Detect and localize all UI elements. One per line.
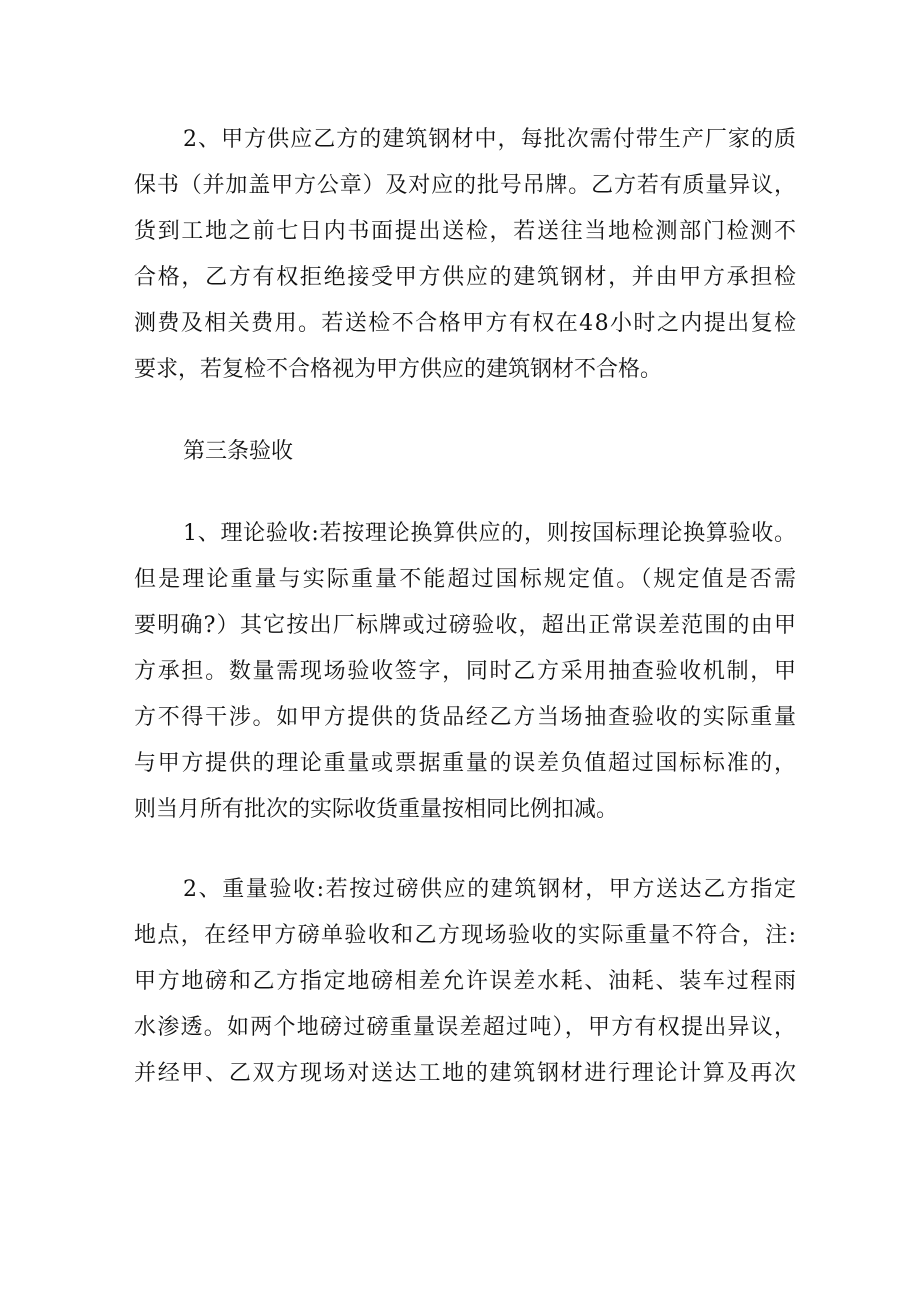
text-run: 2、甲方供应乙方的建筑钢材中，每批次需付带生产厂家的质 (183, 127, 798, 152)
paragraph-2-line-2 (0, 556, 920, 604)
paragraph-1-line-1 (0, 116, 920, 164)
paragraph-3-line-1 (0, 866, 920, 914)
paragraph-2-line-6 (0, 740, 920, 788)
paragraph-2-line-5 (0, 694, 920, 742)
text-run: 1、理论验收:若按理论换算供应的，则按国标理论换算验收。 (183, 521, 797, 546)
text-run: 但是理论重量与实际重量不能超过国标规定值。（规定值是否需 (134, 567, 799, 592)
text-run: 则当月所有批次的实际收货重量按相同比例扣减。 (134, 797, 619, 822)
paragraph-2-line-4 (0, 648, 920, 696)
text-run: 地点，在经甲方磅单验收和乙方现场验收的实际重量不符合，注: (134, 923, 798, 948)
text-run: 保书（并加盖甲方公章）及对应的批号吊牌。乙方若有质量异议， (134, 173, 797, 198)
paragraph-3-line-5 (0, 1050, 920, 1098)
paragraph-1-line-6 (0, 346, 920, 394)
paragraph-3-line-4 (0, 1004, 920, 1052)
text-run: 甲方地磅和乙方指定地磅相差允许误差水耗、油耗、装车过程雨 (134, 969, 798, 994)
text-run: 测费及相关费用。若送检不合格甲方有权在48小时之内提出复检 (134, 311, 798, 336)
paragraph-2-line-7 (0, 786, 920, 834)
paragraph-1-line-5 (0, 300, 920, 348)
paragraph-1-line-3 (0, 208, 920, 256)
paragraph-1-line-4 (0, 254, 920, 302)
text-run: 货到工地之前七日内书面提出送检，若送往当地检测部门检测不 (134, 219, 798, 244)
paragraph-3-line-2 (0, 912, 920, 960)
text-run: 要明确?）其它按出厂标牌或过磅验收，超出正常误差范围的由甲 (134, 613, 798, 638)
paragraph-2-line-3 (0, 602, 920, 650)
paragraph-1-line-2 (0, 162, 920, 210)
text-run: 要求，若复检不合格视为甲方供应的建筑钢材不合格。 (134, 357, 663, 382)
paragraph-3-line-3 (0, 958, 920, 1006)
paragraph-2-line-1 (0, 510, 920, 558)
text-run: 方不得干涉。如甲方提供的货品经乙方当场抽查验收的实际重量 (134, 705, 798, 730)
text-run: 方承担。数量需现场验收签字，同时乙方采用抽查验收机制，甲 (134, 659, 798, 684)
text-run: 与甲方提供的理论重量或票据重量的误差负值超过国标标准的， (134, 751, 798, 776)
text-run: 水渗透。如两个地磅过磅重量误差超过吨），甲方有权提出异议， (134, 1015, 798, 1040)
text-run: 合格，乙方有权拒绝接受甲方供应的建筑钢材，并由甲方承担检 (134, 265, 798, 290)
section-heading (0, 428, 920, 476)
heading-text: 第三条验收 (183, 439, 294, 464)
text-run: 并经甲、乙双方现场对送达工地的建筑钢材进行理论计算及再次 (134, 1061, 798, 1086)
text-run: 2、重量验收:若按过磅供应的建筑钢材，甲方送达乙方指定 (183, 877, 798, 902)
